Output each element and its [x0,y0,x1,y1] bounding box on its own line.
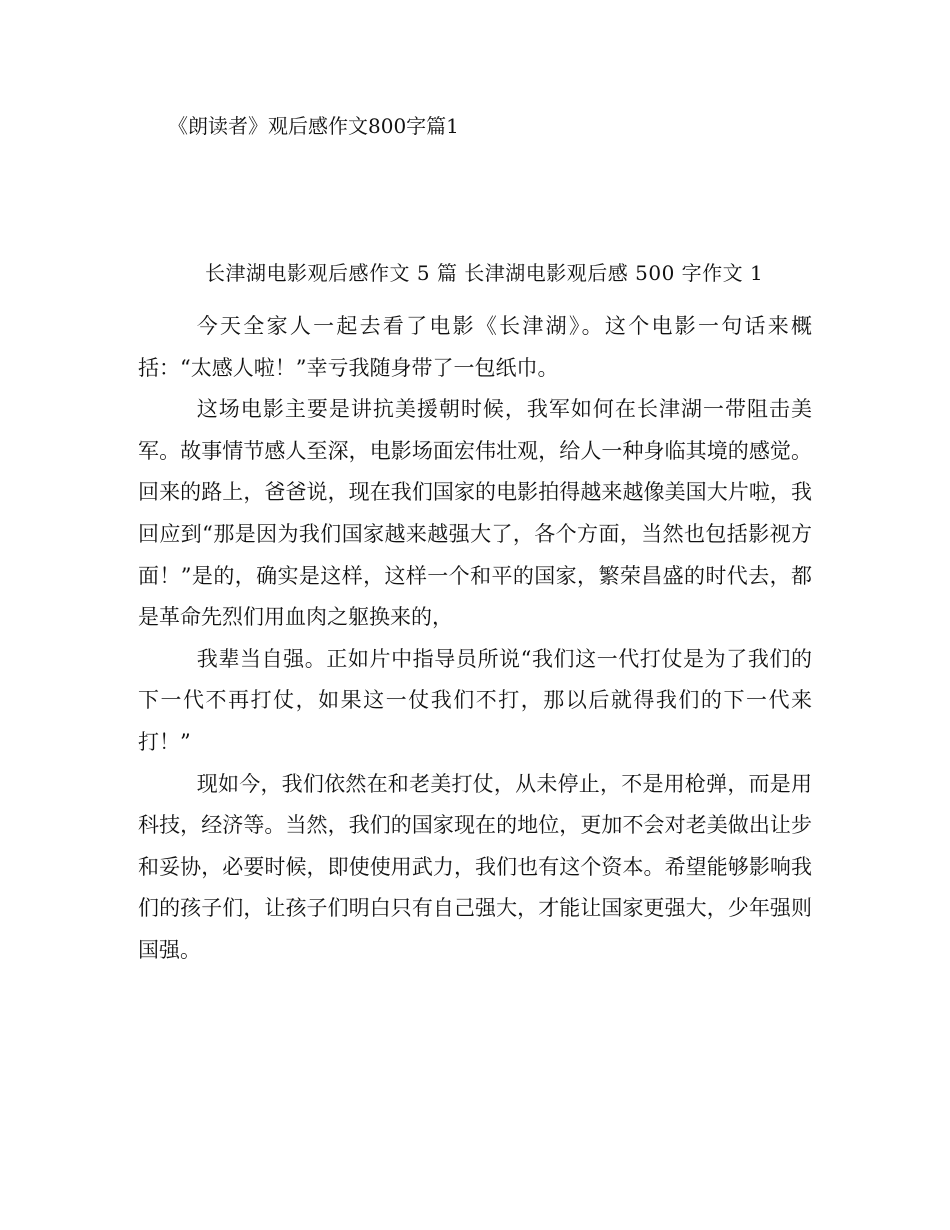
essay-body [138,306,812,972]
paragraph-1: 今天全家人一起去看了电影《长津湖》。这个电影一句话来概括：“太感人啦！”幸亏我随身带了一包纸巾。 [138,314,812,380]
essay-subtitle: 长津湖电影观后感作文 5 篇 长津湖电影观后感 500 字作文 1 [205,261,764,285]
paragraph-2: 这场电影主要是讲抗美援朝时候，我军如何在长津湖一带阻击美军。故事情节感人至深，电影场面宏伟壮观，给人一种身临其境的感觉。回来的路上，爸爸说，现在我们国家的电影拍得越来越像美国大片啦，我回应到“那是因为我们国家越来越强大了，各个方面，当然也包括影视方面！”是的，确实是这样，这样一个和平的国家，繁荣昌盛的时代去，都是革命先烈们用血肉之躯换来的， [138,397,812,630]
paragraph-4: 现如今，我们依然在和老美打仗，从未停止，不是用枪弹，而是用科技，经济等。当然，我们的国家现在的地位，更加不会对老美做出让步和妥协，必要时候，即使使用武力，我们也有这个资本。希望能够影响我们的孩子们，让孩子们明白只有自己强大，才能让国家更强大，少年强则国强。 [138,771,812,962]
paragraph-3: 我辈当自强。正如片中指导员所说“我们这一代打仗是为了我们的下一代不再打仗，如果这一仗我们不打，那以后就得我们的下一代来打！” [138,646,812,754]
document-title: 《朗读者》观后感作文800字篇1 [168,114,459,138]
